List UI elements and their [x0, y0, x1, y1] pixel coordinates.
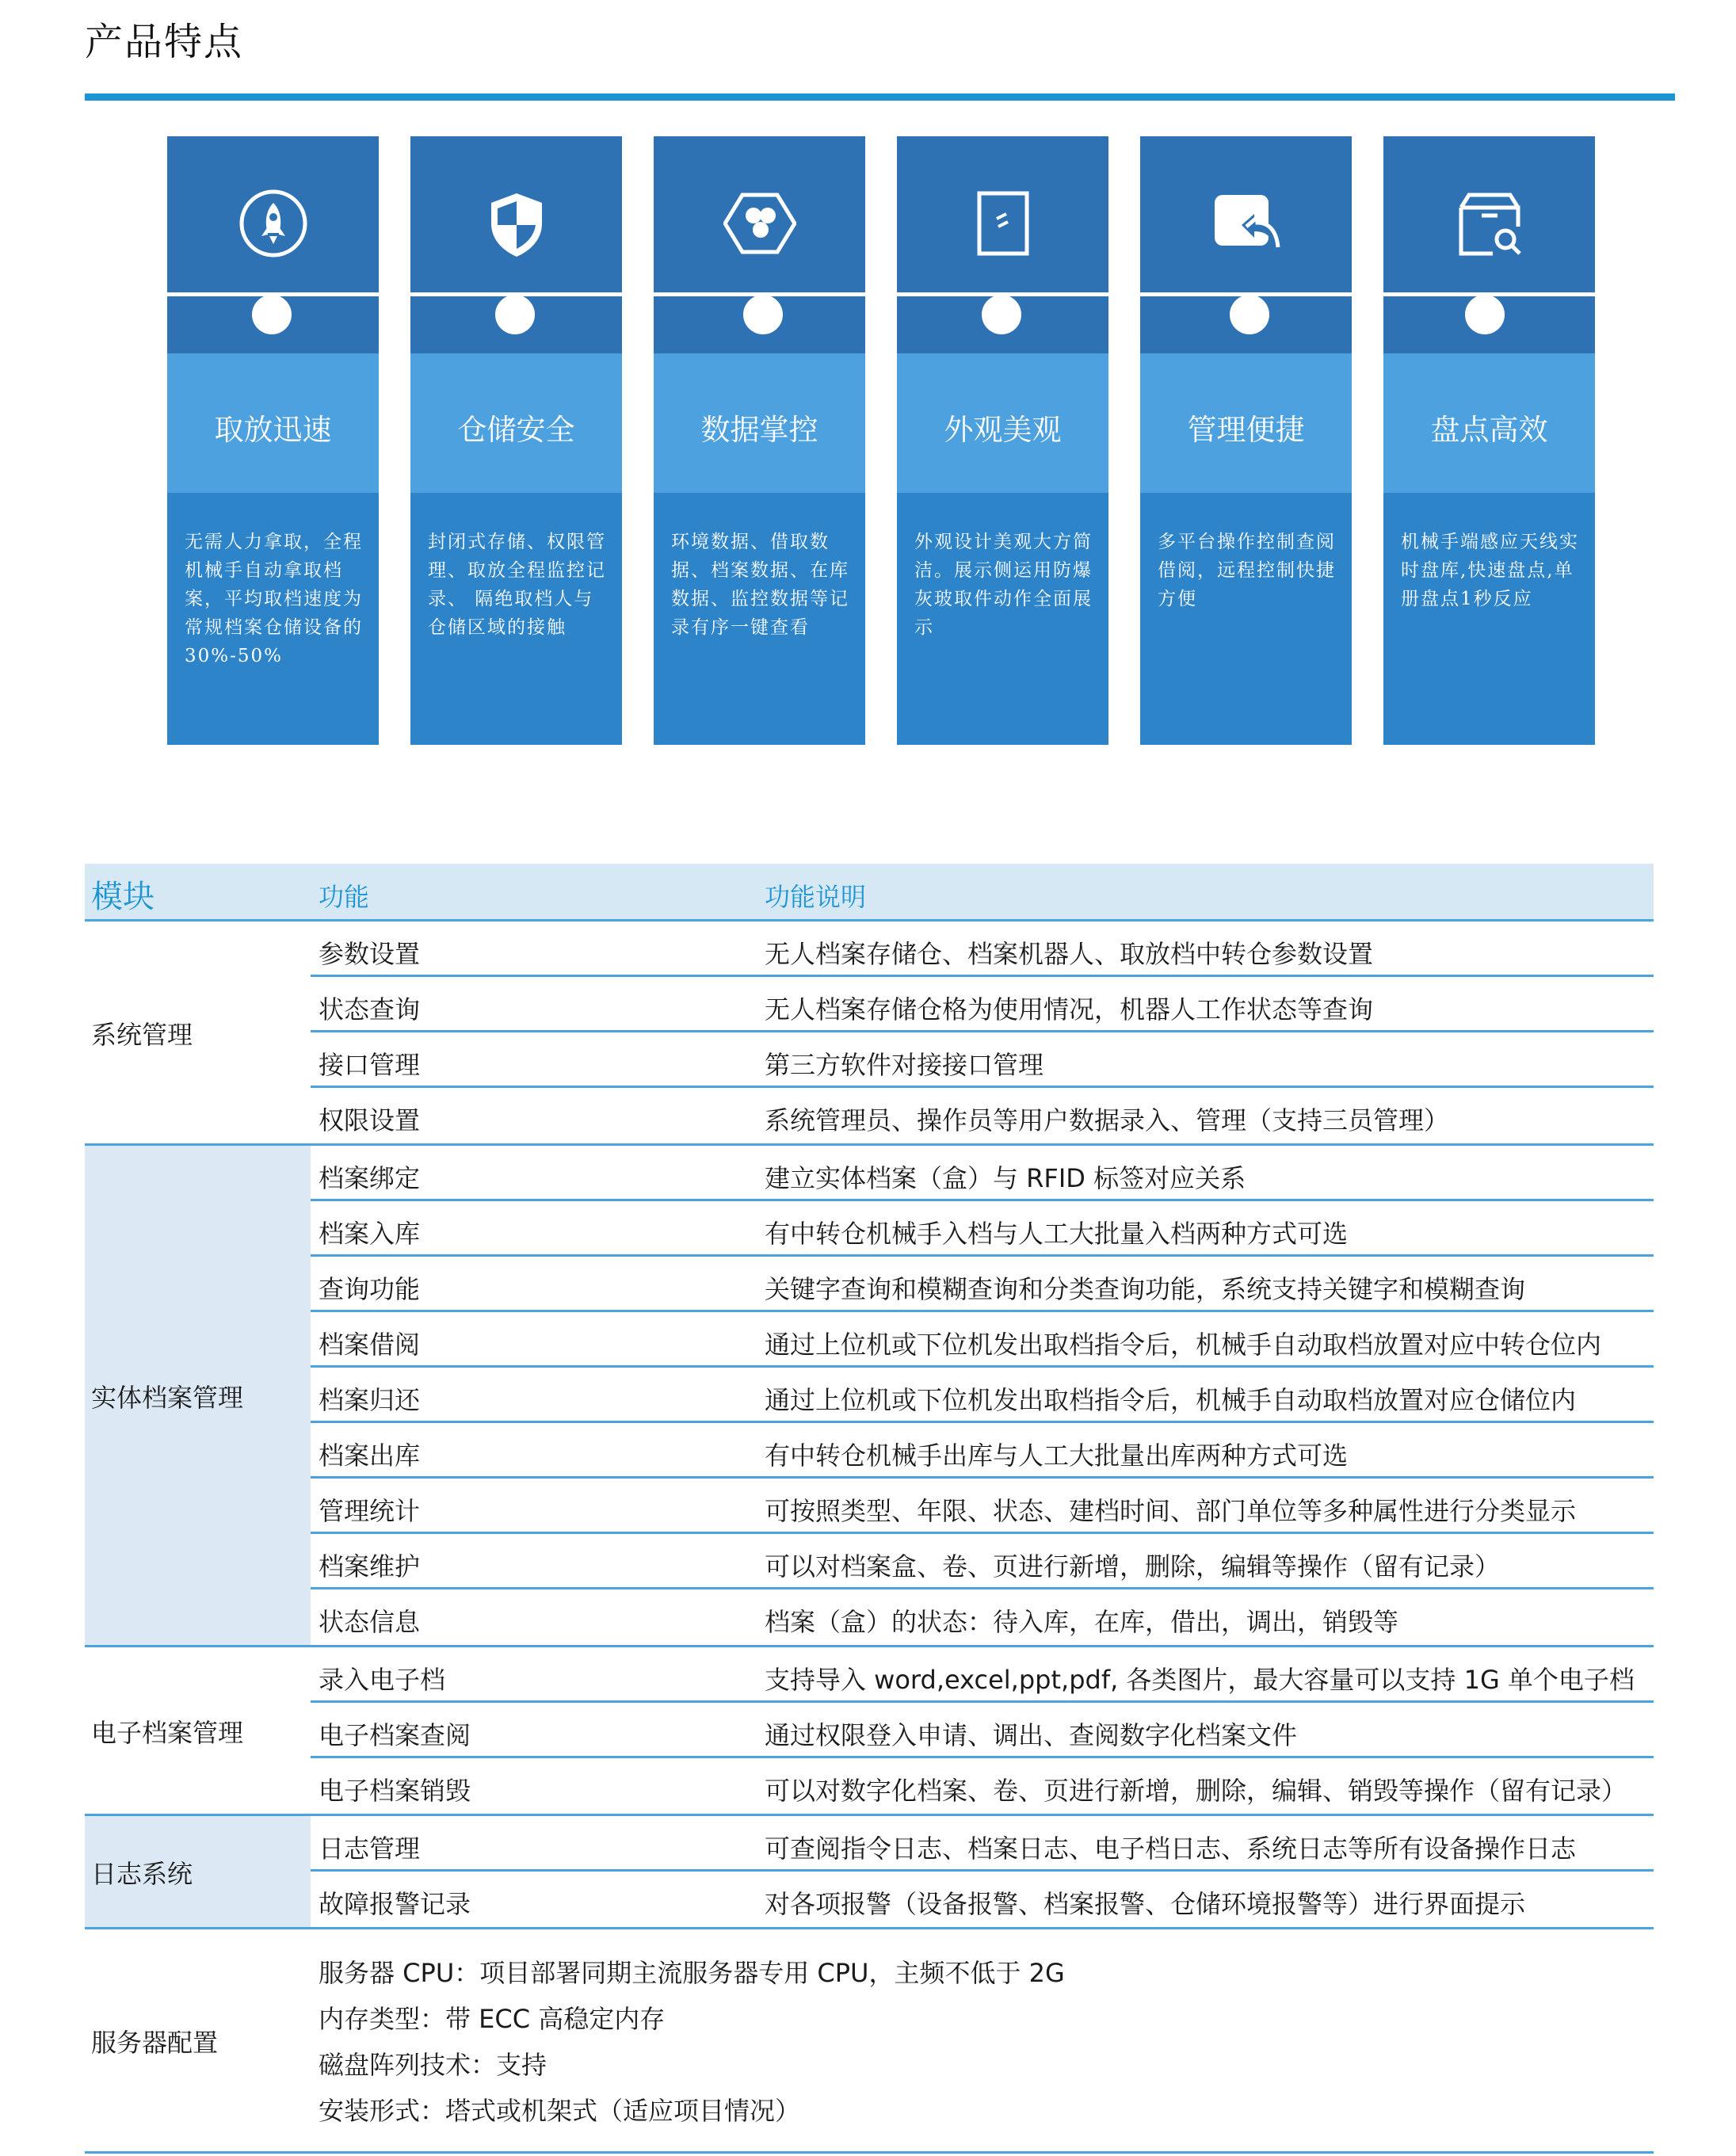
timeline-connector	[897, 292, 1108, 296]
module-label: 电子档案管理	[91, 1718, 244, 1748]
table-row	[311, 1146, 1654, 1201]
function-cell: 档案归还	[319, 1385, 421, 1415]
server-config-line: 安装形式：塔式或机架式（适应项目情况）	[319, 2096, 801, 2126]
table-row	[311, 1816, 1654, 1872]
feature-card	[167, 136, 379, 745]
description-cell: 有中转仓机械手入档与人工大批量入档两种方式可选	[765, 1219, 1349, 1249]
function-cell: 档案入库	[319, 1219, 421, 1249]
description-cell: 无人档案存储仓格为使用情况，机器人工作状态等查询	[765, 994, 1374, 1025]
function-cell: 电子档案销毁	[319, 1776, 471, 1806]
table-row	[311, 1365, 1654, 1423]
table-row	[311, 1030, 1654, 1088]
table-row	[311, 1476, 1654, 1534]
feature-title: 外观美观	[944, 413, 1062, 447]
description-cell: 关键字查询和模糊查询和分类查询功能，系统支持关键字和模糊查询	[765, 1274, 1526, 1304]
rocket-icon	[237, 187, 310, 260]
feature-title: 盘点高效	[1430, 413, 1548, 447]
server-config-line: 服务器 CPU：项目部署同期主流服务器专用 CPU，主频不低于 2G	[319, 1958, 1065, 1988]
timeline-connector	[1383, 292, 1595, 296]
timeline-connector	[167, 292, 379, 296]
server-config-line: 内存类型：带 ECC 高稳定内存	[319, 2004, 666, 2034]
function-cell: 档案借阅	[319, 1330, 421, 1360]
feature-title: 仓储安全	[457, 413, 575, 447]
table-group	[85, 1647, 1654, 1816]
table-row	[311, 1254, 1654, 1312]
description-cell: 可按照类型、年限、状态、建档时间、部门单位等多种属性进行分类显示	[765, 1496, 1577, 1526]
tablet-icon	[967, 187, 1040, 260]
description-cell: 无人档案存储仓、档案机器人、取放档中转仓参数设置	[765, 939, 1374, 969]
feature-title: 数据掌控	[700, 413, 818, 447]
table-row	[311, 1700, 1654, 1758]
module-label: 日志系统	[91, 1859, 193, 1889]
description-cell: 可以对数字化档案、卷、页进行新增，删除，编辑、销毁等操作（留有记录）	[765, 1776, 1627, 1806]
description-cell: 通过权限登入申请、调出、查阅数字化档案文件	[765, 1720, 1298, 1750]
table-row	[311, 1756, 1654, 1814]
table-row	[311, 1199, 1654, 1257]
shield-icon	[480, 187, 553, 260]
description-cell: 档案（盒）的状态：待入库，在库，借出，调出，销毁等	[765, 1607, 1399, 1637]
timeline-connector	[410, 292, 622, 296]
feature-title: 管理便捷	[1187, 413, 1305, 447]
feature-card	[1383, 136, 1595, 745]
description-cell: 系统管理员、操作员等用户数据录入、管理（支持三员管理）	[765, 1105, 1450, 1135]
function-cell: 录入电子档	[319, 1665, 446, 1695]
table-header	[85, 864, 1654, 922]
feature-description: 机械手端感应天线实时盘库,快速盘点,单册盘点1秒反应	[1401, 532, 1579, 609]
description-cell: 支持导入 word,excel,ppt,pdf, 各类图片，最大容量可以支持 1G 单个电子档	[765, 1665, 1635, 1695]
feature-card	[1140, 136, 1352, 745]
feature-card	[654, 136, 865, 745]
description-cell: 通过上位机或下位机发出取档指令后，机械手自动取档放置对应仓储位内	[765, 1385, 1577, 1415]
module-label: 系统管理	[91, 1020, 193, 1050]
feature-card	[897, 136, 1108, 745]
function-cell: 管理统计	[319, 1496, 421, 1526]
server-config-group	[85, 1929, 1654, 2154]
table-row	[311, 975, 1654, 1032]
timeline-dot	[982, 295, 1021, 334]
timeline-connector	[654, 292, 865, 296]
timeline-connector	[1140, 292, 1352, 296]
share-arrow-icon	[1210, 187, 1283, 260]
header-function: 功能	[319, 882, 370, 912]
description-cell: 对各项报警（设备报警、档案报警、仓储环境报警等）进行界面提示	[765, 1889, 1526, 1919]
description-cell: 有中转仓机械手出库与人工大批量出库两种方式可选	[765, 1441, 1349, 1471]
feature-description: 无需人力拿取，全程机械手自动拿取档案，平均取档速度为常规档案仓储设备的30%-50%	[185, 532, 363, 666]
header-module: 模块	[91, 879, 155, 915]
function-cell: 电子档案查阅	[319, 1720, 471, 1750]
module-cell	[85, 1146, 311, 1645]
table-row	[311, 922, 1654, 977]
feature-description: 封闭式存储、权限管理、取放全程监控记录、 隔绝取档人与仓储区域的接触	[428, 532, 606, 638]
description-cell: 可查阅指令日志、档案日志、电子档日志、系统日志等所有设备操作日志	[765, 1834, 1577, 1864]
table-group	[85, 1146, 1654, 1647]
table-row	[311, 1647, 1654, 1703]
hexagon-cluster-icon	[723, 187, 796, 260]
feature-description: 多平台操作控制查阅借阅，远程控制快捷方便	[1158, 532, 1336, 609]
function-cell: 日志管理	[319, 1834, 421, 1864]
feature-description: 环境数据、借取数据、档案数据、在库数据、监控数据等记录有序一键查看	[671, 532, 849, 638]
table-group	[85, 1816, 1654, 1929]
function-cell: 档案绑定	[319, 1163, 421, 1193]
module-cell	[85, 1929, 311, 2151]
server-config-line: 磁盘阵列技术：支持	[319, 2050, 548, 2080]
page-title: 产品特点	[85, 20, 244, 64]
function-cell: 状态信息	[319, 1607, 421, 1637]
description-cell: 可以对档案盒、卷、页进行新增，删除，编辑等操作（留有记录）	[765, 1551, 1501, 1582]
header-description: 功能说明	[765, 882, 867, 912]
function-cell: 查询功能	[319, 1274, 421, 1304]
timeline-dot	[252, 295, 292, 334]
function-cell: 档案维护	[319, 1551, 421, 1582]
feature-description: 外观设计美观大方简洁。展示侧运用防爆灰玻取件动作全面展示	[914, 532, 1093, 638]
title-divider	[85, 93, 1675, 101]
feature-title: 取放迅速	[214, 413, 332, 447]
table-row	[311, 1587, 1654, 1645]
description-cell: 建立实体档案（盒）与 RFID 标签对应关系	[765, 1163, 1246, 1193]
function-cell: 状态查询	[319, 994, 421, 1025]
function-cell: 档案出库	[319, 1441, 421, 1471]
module-cell	[85, 1816, 311, 1927]
module-label: 服务器配置	[91, 2028, 219, 2058]
table-group	[85, 922, 1654, 1146]
feature-card	[410, 136, 622, 745]
timeline-dot	[1230, 295, 1269, 334]
module-cell	[85, 1647, 311, 1814]
table-row	[311, 1086, 1654, 1143]
description-cell: 通过上位机或下位机发出取档指令后，机械手自动取档放置对应中转仓位内	[765, 1330, 1602, 1360]
description-cell: 第三方软件对接接口管理	[765, 1050, 1044, 1080]
box-search-icon	[1453, 187, 1526, 260]
timeline-dot	[1465, 295, 1505, 334]
table-row	[311, 1421, 1654, 1479]
function-cell: 参数设置	[319, 939, 421, 969]
function-cell: 故障报警记录	[319, 1889, 471, 1919]
timeline-dot	[743, 295, 783, 334]
table-row	[311, 1869, 1654, 1927]
module-cell	[85, 922, 311, 1143]
timeline-dot	[495, 295, 535, 334]
module-label: 实体档案管理	[91, 1383, 244, 1413]
table-row	[311, 1532, 1654, 1589]
function-cell: 接口管理	[319, 1050, 421, 1080]
table-row	[311, 1310, 1654, 1368]
function-cell: 权限设置	[319, 1105, 421, 1135]
